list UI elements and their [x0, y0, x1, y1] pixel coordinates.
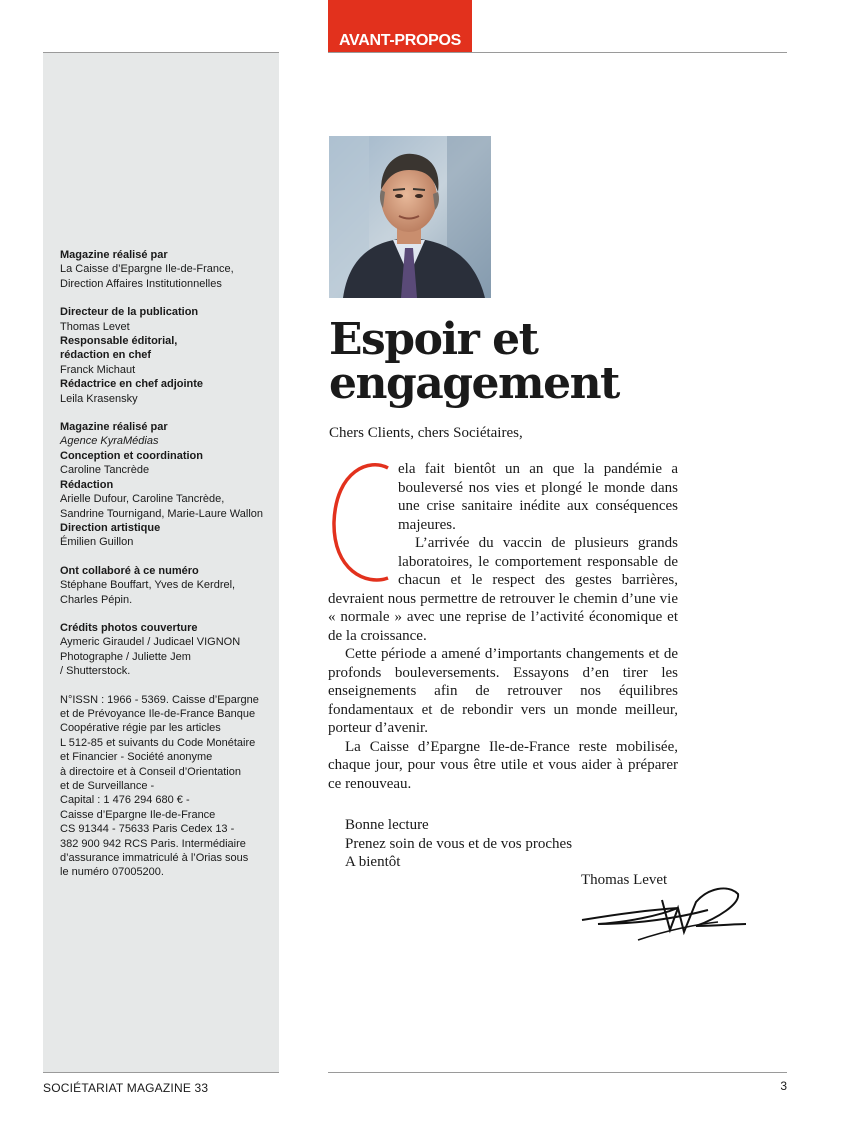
greeting: Chers Clients, chers Sociétaires, — [329, 425, 523, 441]
closing-line: Bonne lecture — [345, 817, 429, 833]
colophon-label: Magazine réalisé par — [60, 249, 168, 261]
legal-line: et de Prévoyance Ile-de-France Banque — [60, 707, 256, 720]
closing — [345, 816, 572, 872]
colophon-value: Arielle Dufour, Caroline Tancrède, — [60, 493, 225, 506]
paragraph: ela fait bientôt un an que la pandémie a bouleversé nos vies et plongé le monde dans une crise sanitaire inédite aux conséquences majeures. — [398, 461, 678, 533]
colophon-value: Photographe / Juliette Jem — [60, 650, 191, 663]
colophon-value: / Shutterstock. — [60, 665, 131, 678]
colophon-label: Rédactrice en chef adjointe — [60, 378, 204, 391]
signature-name: Thomas Levet — [581, 872, 668, 888]
legal-line: à directoire et à Conseil d’Orientation — [60, 765, 241, 778]
author-portrait — [329, 136, 491, 298]
colophon-label: Ont collaboré à ce numéro — [60, 564, 199, 577]
colophon-block-credits — [60, 621, 275, 679]
colophon-label: Magazine réalisé par — [60, 421, 168, 434]
colophon-value: Direction Affaires Institutionnelles — [60, 277, 222, 290]
legal-line: CS 91344 - 75633 Paris Cedex 13 - — [60, 823, 235, 836]
page-number: 3 — [780, 1079, 787, 1093]
colophon-label: Direction artistique — [60, 521, 161, 534]
colophon-label: Responsable éditorial, — [60, 335, 178, 348]
legal-line: Coopérative régie par les articles — [60, 722, 221, 735]
legal-line: 382 900 942 RCS Paris. Intermédiaire — [60, 837, 246, 850]
colophon-value: Charles Pépin. — [60, 593, 133, 606]
title-line: Espoir et — [329, 314, 538, 365]
paragraph: L’arrivée du vaccin de plusieurs grands laboratoires, le comportement responsable de chacun et le respect des gestes barrières, devraient nous permettre de retrouver le chemin d’une vie « normale » avec une reprise de l’activité économique et de la croissance. — [328, 535, 678, 644]
colophon-value: Agence KyraMédias — [60, 435, 159, 448]
legal-line: le numéro 07005200. — [60, 866, 164, 879]
paragraph: La Caisse d’Epargne Ile-de-France reste mobilisée, chaque jour, pour vous être utile et vous aider à préparer ce renouveau. — [328, 738, 678, 792]
colophon-block-contributors — [60, 564, 275, 607]
legal-line: N°ISSN : 1966 - 5369. Caisse d’Epargne — [60, 693, 259, 706]
title-line: engagement — [329, 358, 619, 409]
legal-line: et de Surveillance - — [60, 780, 155, 792]
closing-line: A bientôt — [345, 854, 401, 870]
section-tag: AVANT-PROPOS — [328, 0, 472, 52]
article-title — [329, 314, 619, 409]
colophon-block-publication — [60, 305, 275, 406]
legal-line: Capital : 1 476 294 680 € - — [60, 794, 190, 807]
legal-line: d’assurance immatriculé à l’Orias sous — [60, 852, 249, 865]
colophon-label: Rédaction — [60, 478, 114, 491]
colophon-legal — [60, 693, 275, 880]
closing-line: Prenez soin de vous et de vos proches — [345, 835, 573, 852]
footer-rule — [328, 1072, 787, 1073]
colophon-value: Franck Michaut — [60, 363, 136, 376]
colophon-value: Caroline Tancrède — [60, 464, 150, 477]
article-body — [328, 460, 678, 793]
colophon-value: Aymeric Giraudel / Judicael VIGNON — [60, 636, 241, 649]
colophon-value: Leila Krasensky — [60, 392, 138, 405]
colophon-value: Sandrine Tournigand, Marie-Laure Wallon — [60, 507, 264, 520]
colophon-value: La Caisse d’Epargne Ile-de-France, — [60, 263, 234, 276]
colophon-label: rédaction en chef — [60, 349, 152, 362]
colophon — [60, 248, 275, 894]
colophon-value: Thomas Levet — [60, 320, 130, 333]
legal-line: et Financier - Société anonyme — [60, 751, 213, 764]
legal-line: L 512-85 et suivants du Code Monétaire — [60, 736, 256, 749]
colophon-block-producer — [60, 248, 275, 291]
footer-magazine: SOCIÉTARIAT MAGAZINE 33 — [43, 1081, 209, 1095]
top-rule — [328, 52, 787, 53]
paragraph: Cette période a amené d’importants changements et de profonds bouleversements. Essayons d’en tirer les enseignements afin de retrouver nos équilibres fondamentaux et de rebondir vers un monde meilleur, porteur d’avenir. — [328, 646, 678, 736]
legal-line: Caisse d’Epargne Ile-de-France — [60, 808, 216, 821]
handwritten-signature — [578, 880, 748, 946]
colophon-label: Crédits photos couverture — [60, 621, 198, 634]
colophon-label: Directeur de la publication — [60, 306, 199, 319]
dropcap-c — [328, 460, 398, 588]
colophon-value: Stéphane Bouffart, Yves de Kerdrel, — [60, 579, 236, 592]
colophon-label: Conception et coordination — [60, 449, 203, 462]
colophon-value: Émilien Guillon — [60, 536, 134, 549]
footer-rule — [43, 1072, 279, 1073]
colophon-block-agency — [60, 420, 275, 550]
